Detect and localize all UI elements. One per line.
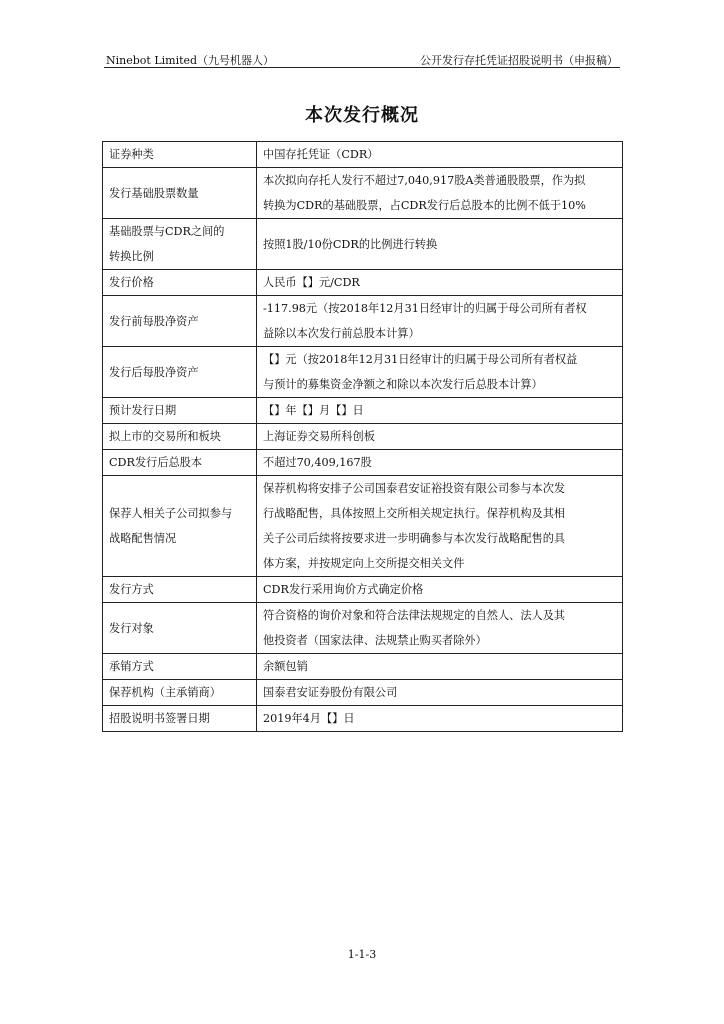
row-label-line: 发行对象 (109, 621, 154, 635)
table-row (103, 219, 623, 270)
row-value (257, 654, 623, 680)
table-row (103, 424, 623, 450)
row-label-line: 证券种类 (109, 148, 154, 161)
table-row (103, 398, 623, 424)
header-document-title: 公开发行存托凭证招股说明书（申报稿） (420, 54, 618, 67)
row-value-line: 国泰君安证券股份有限公司 (263, 686, 398, 699)
row-value (257, 270, 623, 296)
row-value-line: 2019年4月【】日 (263, 712, 355, 725)
page-number: 1-1-3 (347, 948, 377, 961)
row-value (257, 219, 623, 270)
row-label (103, 654, 257, 680)
row-label-line: 拟上市的交易所和板块 (109, 430, 221, 443)
row-value (257, 142, 623, 168)
table-row (103, 680, 623, 706)
row-value-line: 符合资格的询价对象和符合法律法规规定的自然人、法人及其 (263, 609, 566, 622)
row-value-line: -117.98元（按2018年12月31日经审计的归属于母公司所有者权 (263, 302, 587, 315)
row-value-line: 本次拟向存托人发行不超过7,040,917股A类普通股股票，作为拟 (263, 174, 586, 187)
row-label (103, 398, 257, 424)
row-value-line: 【】年【】月【】日 (263, 404, 364, 417)
row-value-line: 转换为CDR的基础股票，占CDR发行后总股本的比例不低于10% (263, 199, 586, 212)
row-value (257, 577, 623, 603)
table-row (103, 476, 623, 577)
row-label (103, 706, 257, 732)
row-label-line: 发行后每股净资产 (109, 365, 199, 379)
row-label (103, 270, 257, 296)
row-label-line: 战略配售情况 (109, 532, 177, 545)
table-row (103, 168, 623, 219)
row-value (257, 296, 623, 347)
row-value (257, 424, 623, 450)
row-label (103, 603, 257, 654)
row-label-line: 承销方式 (109, 660, 154, 673)
row-value (257, 706, 623, 732)
row-value-line: 他投资者（国家法律、法规禁止购买者除外） (263, 634, 487, 647)
row-value (257, 398, 623, 424)
table-row (103, 450, 623, 476)
table-row (103, 296, 623, 347)
page-title: 本次发行概况 (305, 105, 419, 126)
row-value (257, 347, 623, 398)
row-value-line: 益除以本次发行前总股本计算） (263, 327, 420, 340)
table-row (103, 142, 623, 168)
row-label (103, 219, 257, 270)
table-row (103, 347, 623, 398)
row-label-line: CDR发行后总股本 (109, 456, 203, 469)
row-value-line: 中国存托凭证（CDR） (263, 148, 379, 161)
table-row (103, 270, 623, 296)
header-company-name: Ninebot Limited（九号机器人） (106, 54, 275, 67)
row-value-line: 体方案，并按规定向上交所提交相关文件 (263, 557, 465, 570)
offering-overview-table (102, 141, 623, 732)
row-label-line: 保荐人相关子公司拟参与 (109, 507, 233, 520)
row-value (257, 450, 623, 476)
row-label-line: 保荐机构（主承销商） (109, 686, 221, 699)
row-value-line: 【】元（按2018年12月31日经审计的归属于母公司所有者权益 (263, 353, 578, 366)
row-value-line: 不超过70,409,167股 (263, 456, 372, 469)
row-label-line: 发行基础股票数量 (109, 186, 199, 200)
row-value-line: 余额包销 (263, 660, 308, 673)
row-label-line: 转换比例 (109, 250, 154, 263)
row-label (103, 424, 257, 450)
row-label-line: 预计发行日期 (109, 404, 177, 417)
table-row (103, 577, 623, 603)
row-value-line: 关子公司后续将按要求进一步明确参与本次发行战略配售的具 (263, 532, 566, 545)
row-label-line: 发行价格 (109, 276, 154, 289)
table-row (103, 706, 623, 732)
row-label-line: 招股说明书签署日期 (109, 712, 210, 725)
row-label-line: 发行前每股净资产 (109, 314, 199, 328)
row-label (103, 577, 257, 603)
row-value-line: 保荐机构将安排子公司国泰君安证裕投资有限公司参与本次发 (263, 482, 566, 495)
row-value (257, 680, 623, 706)
row-label (103, 450, 257, 476)
row-value-line: 按照1股/10份CDR的比例进行转换 (263, 237, 438, 251)
row-value-line: 人民币【】元/CDR (263, 276, 360, 289)
row-value (257, 603, 623, 654)
row-value-line: CDR发行采用询价方式确定价格 (263, 583, 424, 596)
row-value-line: 行战略配售，具体按照上交所相关规定执行。保荐机构及其相 (263, 507, 566, 520)
row-value-line: 与预计的募集资金净额之和除以本次发行后总股本计算） (263, 378, 543, 391)
table-row (103, 654, 623, 680)
row-label (103, 142, 257, 168)
row-label (103, 680, 257, 706)
row-value (257, 476, 623, 577)
row-value (257, 168, 623, 219)
row-label (103, 476, 257, 577)
header-rule (104, 67, 620, 68)
row-label-line: 基础股票与CDR之间的 (109, 225, 225, 238)
row-label-line: 发行方式 (109, 583, 154, 596)
row-label (103, 168, 257, 219)
row-value-line: 上海证券交易所科创板 (263, 430, 375, 443)
row-label (103, 296, 257, 347)
table-row (103, 603, 623, 654)
row-label (103, 347, 257, 398)
